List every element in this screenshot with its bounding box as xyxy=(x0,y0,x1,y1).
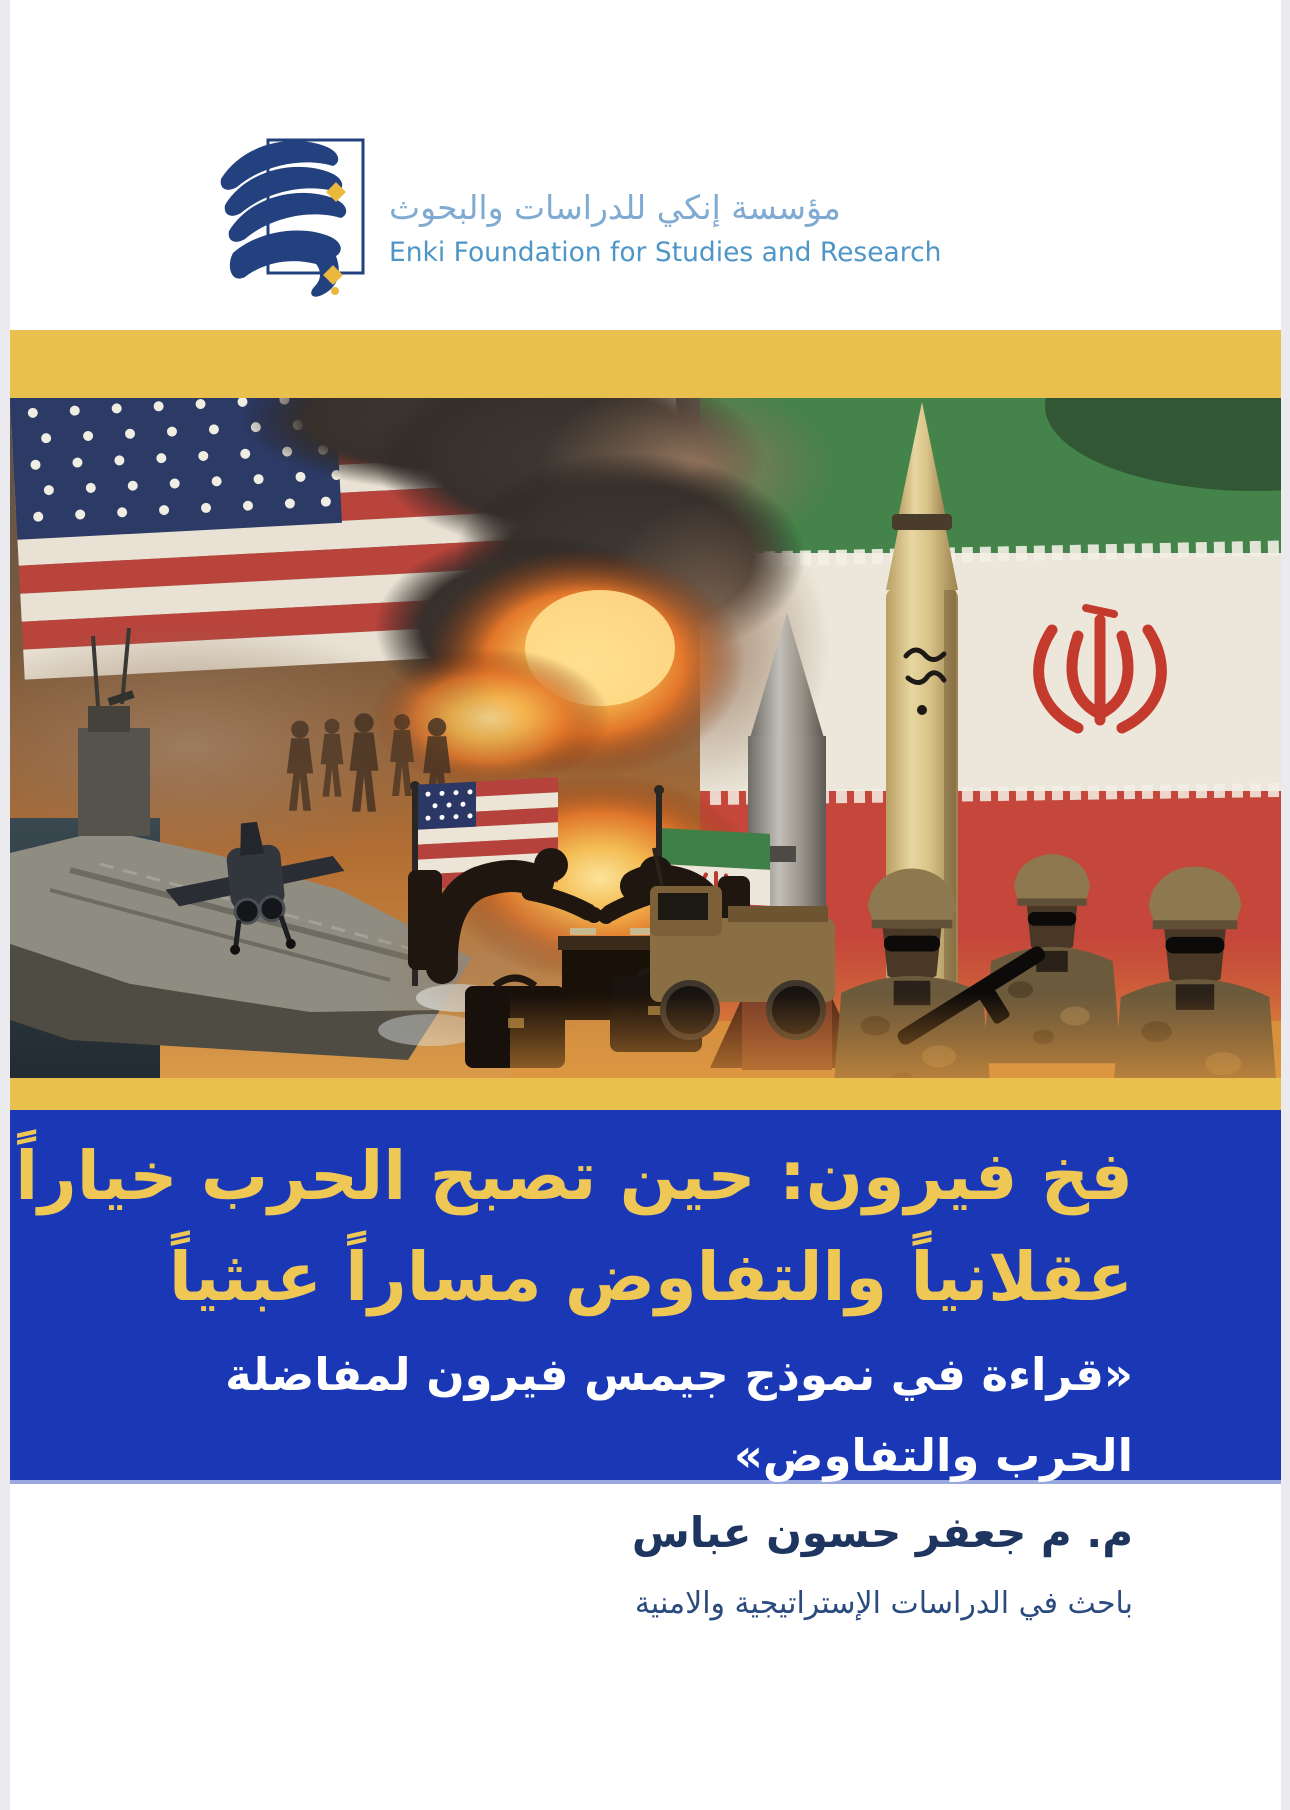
war-negotiation-collage xyxy=(10,398,1281,1078)
report-subtitle-line1: «قراءة في نموذج جيمس فيرون لمفاضلة xyxy=(225,1348,1133,1401)
hero-image xyxy=(10,398,1281,1078)
title-band xyxy=(10,1110,1281,1484)
report-subtitle xyxy=(50,1334,1133,1496)
report-subtitle-line2: الحرب والتفاوض» xyxy=(733,1429,1133,1482)
report-cover-page xyxy=(10,0,1281,1810)
org-names xyxy=(389,190,941,267)
report-title-line2: عقلانياً والتفاوض مساراً عبثياً xyxy=(168,1238,1133,1316)
yellow-band-bottom xyxy=(10,1078,1281,1110)
org-name-english: Enki Foundation for Studies and Research xyxy=(389,237,942,269)
enki-logo-icon xyxy=(215,135,365,300)
header xyxy=(10,0,1281,330)
author-role: باحث في الدراسات الإستراتيجية والامنية xyxy=(634,1586,1133,1622)
author-block xyxy=(10,1484,1281,1621)
report-title-line1: فخ فيرون: حين تصبح الحرب خياراً xyxy=(15,1137,1133,1215)
org-name-arabic: مؤسسة إنكي للدراسات والبحوث xyxy=(389,188,841,227)
author-name: م. م جعفر حسون عباس xyxy=(631,1508,1133,1557)
yellow-band-top xyxy=(10,330,1281,398)
